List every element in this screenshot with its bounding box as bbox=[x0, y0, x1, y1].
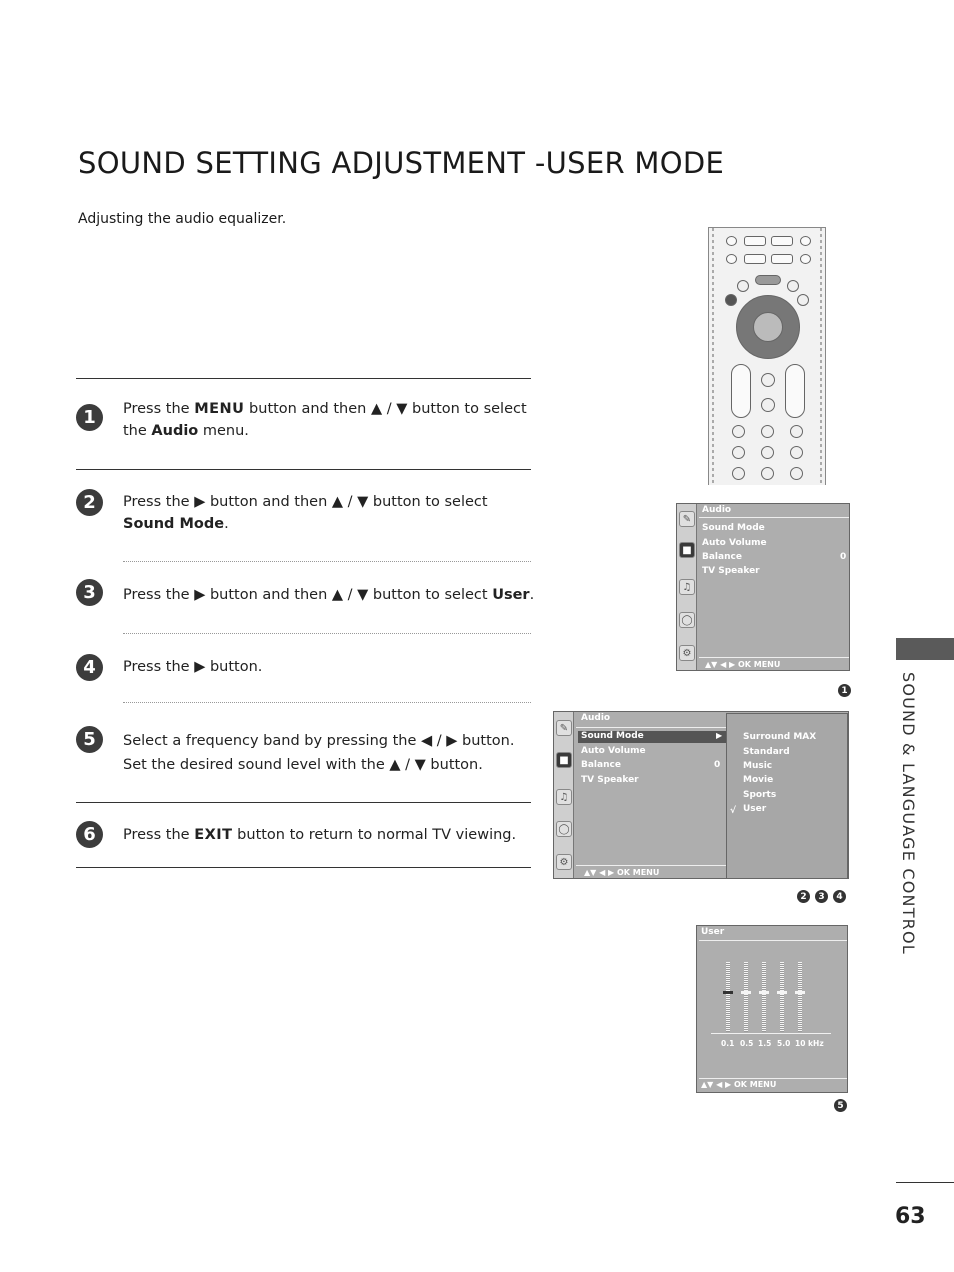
osd-title: Audio bbox=[581, 713, 611, 723]
eq-band-label: 0.5 bbox=[740, 1039, 754, 1048]
osd-separator bbox=[699, 1078, 847, 1079]
ok-button-icon bbox=[753, 312, 783, 342]
page-number: 63 bbox=[895, 1204, 926, 1229]
mute-button-icon bbox=[761, 398, 775, 412]
side-tab-label: SOUND & LANGUAGE CONTROL bbox=[899, 672, 918, 955]
step-number: 2 bbox=[76, 489, 103, 516]
menu-item-tv-speaker[interactable]: TV Speaker bbox=[581, 775, 639, 785]
osd-separator bbox=[699, 940, 847, 941]
up-down-arrows-icon: ▲ / ▼ bbox=[370, 401, 408, 417]
osd-audio-menu-sound-mode bbox=[553, 711, 849, 879]
number-button-icon bbox=[732, 425, 745, 438]
osd-footer: ▲▼ ◀ ▶ OK MENU bbox=[701, 1080, 777, 1089]
eq-band-label: 1.5 bbox=[758, 1039, 772, 1048]
number-button-icon bbox=[761, 446, 774, 459]
osd-separator bbox=[576, 727, 726, 728]
check-icon: √ bbox=[730, 806, 737, 816]
option-movie[interactable]: Movie bbox=[743, 775, 774, 785]
number-button-icon bbox=[761, 425, 774, 438]
option-icon: ⚙ bbox=[556, 854, 572, 870]
option-music[interactable]: Music bbox=[743, 761, 773, 771]
setup-icon: ✎ bbox=[679, 511, 695, 527]
number-button-icon bbox=[790, 467, 803, 480]
menu-item-sound-mode[interactable]: Sound Mode bbox=[581, 731, 644, 741]
menu-item-balance[interactable]: Balance bbox=[702, 552, 742, 562]
skip-back-button-icon bbox=[726, 254, 737, 264]
right-arrow-icon: ▶ bbox=[194, 587, 206, 603]
round-button-icon bbox=[725, 294, 737, 306]
step-number: 6 bbox=[76, 821, 103, 848]
play-button-icon bbox=[744, 236, 766, 246]
picture-icon: ■ bbox=[679, 542, 695, 558]
osd-footer: ▲▼ ◀ ▶ OK MENU bbox=[705, 660, 781, 669]
eq-band-label: 10 kHz bbox=[795, 1039, 824, 1048]
number-button-icon bbox=[790, 446, 803, 459]
pause-button-icon bbox=[771, 236, 793, 246]
osd-icon-column bbox=[677, 504, 697, 670]
up-down-arrows-icon: ▲ / ▼ bbox=[389, 757, 426, 773]
dotted-divider bbox=[123, 633, 531, 634]
eq-slider-knob[interactable] bbox=[723, 991, 733, 994]
step-marker: 5 bbox=[834, 1099, 847, 1112]
step-marker: 3 bbox=[815, 890, 828, 903]
step-1-text: Press the MENU button and then ▲ / ▼ button to select the Audio menu. bbox=[123, 401, 527, 439]
rewind-button-icon bbox=[744, 254, 766, 264]
osd-separator bbox=[699, 517, 849, 518]
eq-slider-track[interactable] bbox=[726, 962, 730, 1032]
page-title: SOUND SETTING ADJUSTMENT -USER MODE bbox=[78, 146, 725, 180]
menu-item-auto-volume[interactable]: Auto Volume bbox=[581, 746, 646, 756]
option-surround-max[interactable]: Surround MAX bbox=[743, 732, 817, 742]
picture-icon: ■ bbox=[556, 752, 572, 768]
menu-button-icon bbox=[755, 275, 781, 285]
step-marker: 4 bbox=[833, 890, 846, 903]
round-button-icon bbox=[737, 280, 749, 292]
option-standard[interactable]: Standard bbox=[743, 747, 790, 757]
eq-band-label: 0.1 bbox=[721, 1039, 735, 1048]
remote-control-illustration bbox=[708, 227, 826, 485]
menu-item-tv-speaker[interactable]: TV Speaker bbox=[702, 566, 760, 576]
time-icon: ◯ bbox=[679, 612, 695, 628]
eq-band-label: 5.0 bbox=[777, 1039, 791, 1048]
dotted-divider bbox=[123, 561, 531, 562]
balance-value: 0 bbox=[714, 760, 721, 770]
option-user[interactable]: User bbox=[743, 804, 767, 814]
osd-footer: ▲▼ ◀ ▶ OK MENU bbox=[584, 868, 660, 877]
number-button-icon bbox=[732, 446, 745, 459]
eq-slider-knob[interactable] bbox=[741, 991, 751, 994]
right-arrow-icon: ▶ bbox=[194, 659, 206, 675]
osd-icon-column bbox=[554, 712, 574, 878]
step-marker: 1 bbox=[838, 684, 851, 697]
osd-separator bbox=[576, 865, 726, 866]
eq-slider-knob[interactable] bbox=[777, 991, 787, 994]
side-tab-bar bbox=[896, 638, 954, 660]
step-number: 4 bbox=[76, 654, 103, 681]
eq-slider-track[interactable] bbox=[798, 962, 802, 1032]
channel-rocker-icon bbox=[785, 364, 805, 418]
stop-button-icon bbox=[726, 236, 737, 246]
option-sports[interactable]: Sports bbox=[743, 790, 777, 800]
step-marker: 2 bbox=[797, 890, 810, 903]
record-button-icon bbox=[800, 236, 811, 246]
osd-title: Audio bbox=[702, 505, 732, 515]
step-number: 3 bbox=[76, 579, 103, 606]
step-number: 1 bbox=[76, 404, 103, 431]
eq-slider-knob[interactable] bbox=[795, 991, 805, 994]
option-icon: ⚙ bbox=[679, 645, 695, 661]
osd-audio-menu bbox=[676, 503, 850, 671]
audio-icon: ♫ bbox=[679, 579, 695, 595]
divider-top bbox=[76, 378, 531, 379]
number-button-icon bbox=[761, 467, 774, 480]
osd-title: User bbox=[701, 927, 725, 937]
dotted-divider bbox=[123, 702, 531, 703]
exit-button-label: EXIT bbox=[194, 827, 233, 843]
fast-forward-button-icon bbox=[771, 254, 793, 264]
volume-rocker-icon bbox=[731, 364, 751, 418]
page-subtitle: Adjusting the audio equalizer. bbox=[78, 211, 287, 227]
eq-slider-track[interactable] bbox=[762, 962, 766, 1032]
step-6-text: Press the EXIT button to return to normal TV viewing. bbox=[123, 827, 517, 843]
round-button-icon bbox=[797, 294, 809, 306]
right-arrow-icon: ▶ bbox=[716, 731, 723, 740]
number-button-icon bbox=[732, 467, 745, 480]
divider bbox=[76, 802, 531, 803]
setup-icon: ✎ bbox=[556, 720, 572, 736]
menu-item-auto-volume[interactable]: Auto Volume bbox=[702, 538, 767, 548]
divider-bottom bbox=[76, 867, 531, 868]
number-button-icon bbox=[790, 425, 803, 438]
right-arrow-icon: ▶ bbox=[194, 494, 206, 510]
eq-slider-track[interactable] bbox=[744, 962, 748, 1032]
menu-button-label: MENU bbox=[194, 401, 245, 417]
osd-separator bbox=[699, 657, 849, 658]
eq-baseline bbox=[711, 1033, 831, 1034]
eq-slider-track[interactable] bbox=[780, 962, 784, 1032]
sound-mode-submenu bbox=[726, 713, 848, 879]
osd-user-equalizer bbox=[696, 925, 848, 1093]
round-button-icon bbox=[787, 280, 799, 292]
page-number-rule bbox=[896, 1182, 954, 1183]
eq-slider-knob[interactable] bbox=[759, 991, 769, 994]
up-down-arrows-icon: ▲ / ▼ bbox=[331, 587, 369, 603]
menu-item-sound-mode[interactable]: Sound Mode bbox=[702, 523, 765, 533]
step-5-text: Select a frequency band by pressing the ◀ / ▶ button. Set the desired sound level with the ▲ / ▼ button. bbox=[123, 733, 515, 773]
step-2-text: Press the ▶ button and then ▲ / ▼ button to select Sound Mode. bbox=[123, 494, 488, 532]
step-number: 5 bbox=[76, 726, 103, 753]
round-button-icon bbox=[761, 373, 775, 387]
balance-value: 0 bbox=[840, 552, 847, 562]
divider bbox=[76, 469, 531, 470]
audio-icon: ♫ bbox=[556, 789, 572, 805]
up-down-arrows-icon: ▲ / ▼ bbox=[331, 494, 369, 510]
step-3-text: Press the ▶ button and then ▲ / ▼ button to select User. bbox=[123, 587, 535, 603]
left-right-arrows-icon: ◀ / ▶ bbox=[420, 733, 458, 749]
step-4-text: Press the ▶ button. bbox=[123, 659, 263, 675]
skip-forward-button-icon bbox=[800, 254, 811, 264]
menu-item-balance[interactable]: Balance bbox=[581, 760, 621, 770]
time-icon: ◯ bbox=[556, 821, 572, 837]
